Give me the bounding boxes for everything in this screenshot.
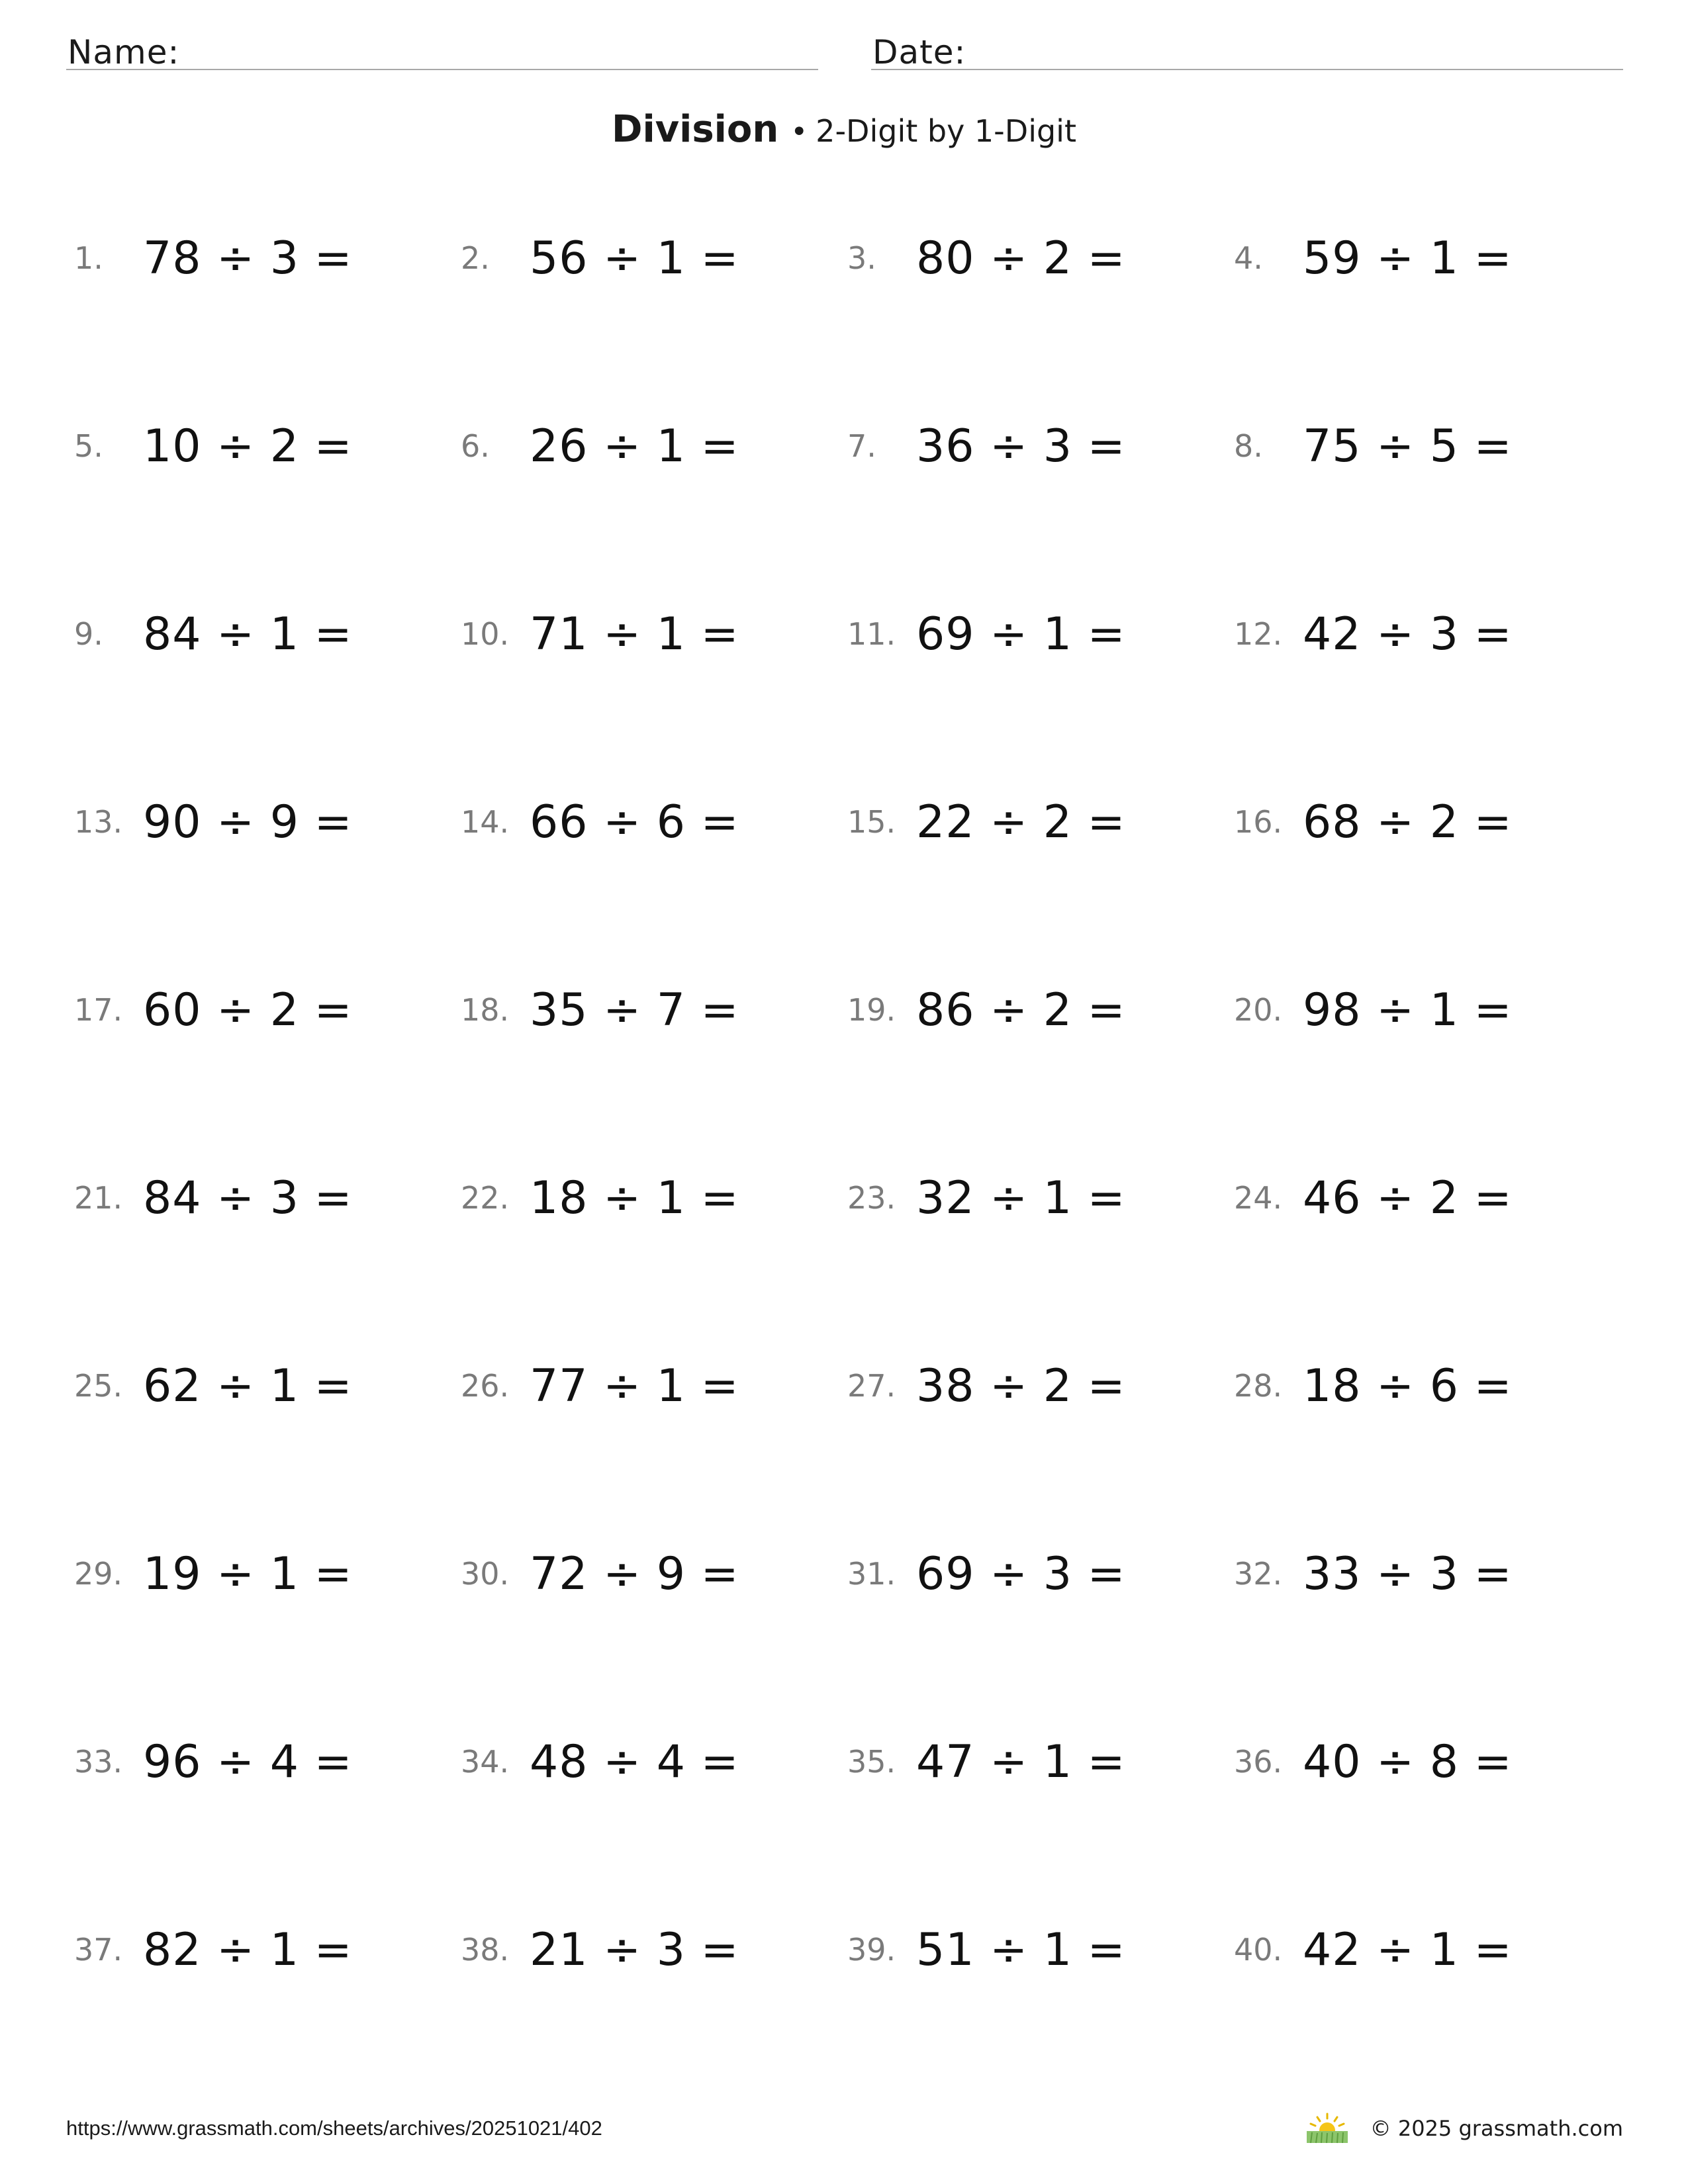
title-separator: • [790, 115, 808, 149]
problem-number: 17. [74, 992, 123, 1028]
footer-copyright: © 2025 grassmath.com [1370, 2116, 1623, 2141]
problem-expression: 90 ÷ 9 = [143, 796, 353, 848]
problem-number: 7. [847, 428, 876, 464]
problem-expression: 75 ÷ 5 = [1303, 420, 1513, 473]
problem-item [1234, 600, 1513, 668]
problem-expression: 69 ÷ 3 = [916, 1547, 1126, 1600]
sun-over-grass-icon [1304, 2113, 1350, 2144]
problem-item [461, 1163, 739, 1232]
problem-item [74, 1163, 353, 1232]
problem-item [74, 600, 353, 668]
name-field[interactable] [66, 0, 818, 70]
problem-expression: 72 ÷ 9 = [530, 1547, 739, 1600]
problem-number: 25. [74, 1368, 123, 1404]
problem-number: 28. [1234, 1368, 1283, 1404]
problem-item [1234, 412, 1513, 480]
title-main: Division [611, 108, 779, 151]
problem-item [461, 412, 739, 480]
problem-item [74, 976, 353, 1044]
problem-expression: 38 ÷ 2 = [916, 1359, 1126, 1412]
problem-number: 14. [461, 804, 510, 840]
problem-number: 5. [74, 428, 103, 464]
problem-expression: 71 ÷ 1 = [530, 608, 739, 660]
problem-expression: 40 ÷ 8 = [1303, 1735, 1513, 1788]
footer-url: https://www.grassmath.com/sheets/archives/20251021/402 [66, 2116, 602, 2140]
problem-item [74, 1539, 353, 1608]
problem-item [847, 224, 1126, 293]
problem-expression: 96 ÷ 4 = [143, 1735, 353, 1788]
problem-expression: 21 ÷ 3 = [530, 1923, 739, 1976]
problem-expression: 48 ÷ 4 = [530, 1735, 739, 1788]
problem-item [74, 1727, 353, 1796]
problem-number: 9. [74, 616, 103, 652]
problem-expression: 26 ÷ 1 = [530, 420, 739, 473]
problem-number: 38. [461, 1932, 510, 1968]
problem-item [847, 1915, 1126, 1984]
problem-number: 34. [461, 1744, 510, 1780]
problem-item [461, 1915, 739, 1984]
problem-item [461, 1351, 739, 1420]
page-title [0, 106, 1688, 154]
problem-number: 13. [74, 804, 123, 840]
problem-item [74, 788, 353, 856]
problem-number: 4. [1234, 240, 1263, 276]
problem-expression: 82 ÷ 1 = [143, 1923, 353, 1976]
problem-item [847, 1163, 1126, 1232]
problem-expression: 78 ÷ 3 = [143, 232, 353, 285]
problem-expression: 32 ÷ 1 = [916, 1171, 1126, 1224]
problem-number: 36. [1234, 1744, 1283, 1780]
problem-expression: 18 ÷ 1 = [530, 1171, 739, 1224]
problem-number: 8. [1234, 428, 1263, 464]
problem-item [74, 412, 353, 480]
problem-number: 11. [847, 616, 896, 652]
problem-number: 31. [847, 1556, 896, 1592]
problem-expression: 60 ÷ 2 = [143, 983, 353, 1036]
problem-number: 21. [74, 1180, 123, 1216]
problem-number: 6. [461, 428, 490, 464]
problem-expression: 22 ÷ 2 = [916, 796, 1126, 848]
problem-number: 16. [1234, 804, 1283, 840]
problem-item [461, 1727, 739, 1796]
problem-expression: 10 ÷ 2 = [143, 420, 353, 473]
problem-item [461, 600, 739, 668]
problem-number: 35. [847, 1744, 896, 1780]
problem-expression: 66 ÷ 6 = [530, 796, 739, 848]
problem-item [1234, 976, 1513, 1044]
problem-number: 29. [74, 1556, 123, 1592]
problem-expression: 47 ÷ 1 = [916, 1735, 1126, 1788]
problem-item [74, 1915, 353, 1984]
problem-number: 10. [461, 616, 510, 652]
problem-expression: 33 ÷ 3 = [1303, 1547, 1513, 1600]
problem-number: 24. [1234, 1180, 1283, 1216]
problem-number: 12. [1234, 616, 1283, 652]
problem-expression: 62 ÷ 1 = [143, 1359, 353, 1412]
problem-item [847, 600, 1126, 668]
problem-item [1234, 788, 1513, 856]
problem-expression: 77 ÷ 1 = [530, 1359, 739, 1412]
problem-expression: 80 ÷ 2 = [916, 232, 1126, 285]
problem-item [461, 1539, 739, 1608]
problem-item [74, 224, 353, 293]
problem-item [847, 1727, 1126, 1796]
title-subtitle: 2-Digit by 1-Digit [816, 113, 1077, 149]
problem-number: 40. [1234, 1932, 1283, 1968]
problem-item [847, 976, 1126, 1044]
problem-item [1234, 1727, 1513, 1796]
problem-item [847, 412, 1126, 480]
problem-expression: 56 ÷ 1 = [530, 232, 739, 285]
date-field[interactable] [871, 0, 1623, 70]
problem-number: 27. [847, 1368, 896, 1404]
problem-number: 15. [847, 804, 896, 840]
problem-item [74, 1351, 353, 1420]
problem-expression: 19 ÷ 1 = [143, 1547, 353, 1600]
problem-item [461, 976, 739, 1044]
problem-number: 23. [847, 1180, 896, 1216]
problem-item [461, 224, 739, 293]
problem-item [1234, 1351, 1513, 1420]
problem-expression: 84 ÷ 1 = [143, 608, 353, 660]
problem-grid [74, 218, 1623, 2111]
problem-expression: 69 ÷ 1 = [916, 608, 1126, 660]
problem-number: 37. [74, 1932, 123, 1968]
problem-expression: 42 ÷ 1 = [1303, 1923, 1513, 1976]
problem-expression: 51 ÷ 1 = [916, 1923, 1126, 1976]
problem-item [1234, 1539, 1513, 1608]
problem-number: 18. [461, 992, 510, 1028]
problem-expression: 35 ÷ 7 = [530, 983, 739, 1036]
problem-number: 22. [461, 1180, 510, 1216]
problem-expression: 84 ÷ 3 = [143, 1171, 353, 1224]
problem-expression: 68 ÷ 2 = [1303, 796, 1513, 848]
problem-expression: 86 ÷ 2 = [916, 983, 1126, 1036]
problem-item [847, 788, 1126, 856]
problem-expression: 18 ÷ 6 = [1303, 1359, 1513, 1412]
problem-item [847, 1539, 1126, 1608]
problem-number: 19. [847, 992, 896, 1028]
problem-item [1234, 1163, 1513, 1232]
problem-expression: 98 ÷ 1 = [1303, 983, 1513, 1036]
date-label: Date: [872, 33, 966, 71]
problem-expression: 36 ÷ 3 = [916, 420, 1126, 473]
problem-number: 1. [74, 240, 103, 276]
problem-number: 33. [74, 1744, 123, 1780]
footer-branding [1304, 2113, 1623, 2144]
problem-number: 32. [1234, 1556, 1283, 1592]
problem-expression: 42 ÷ 3 = [1303, 608, 1513, 660]
problem-expression: 46 ÷ 2 = [1303, 1171, 1513, 1224]
problem-number: 39. [847, 1932, 896, 1968]
problem-item [847, 1351, 1126, 1420]
problem-item [461, 788, 739, 856]
problem-number: 26. [461, 1368, 510, 1404]
problem-number: 30. [461, 1556, 510, 1592]
problem-item [1234, 1915, 1513, 1984]
problem-number: 3. [847, 240, 876, 276]
problem-item [1234, 224, 1513, 293]
name-label: Name: [68, 33, 180, 71]
problem-number: 20. [1234, 992, 1283, 1028]
problem-number: 2. [461, 240, 490, 276]
problem-expression: 59 ÷ 1 = [1303, 232, 1513, 285]
